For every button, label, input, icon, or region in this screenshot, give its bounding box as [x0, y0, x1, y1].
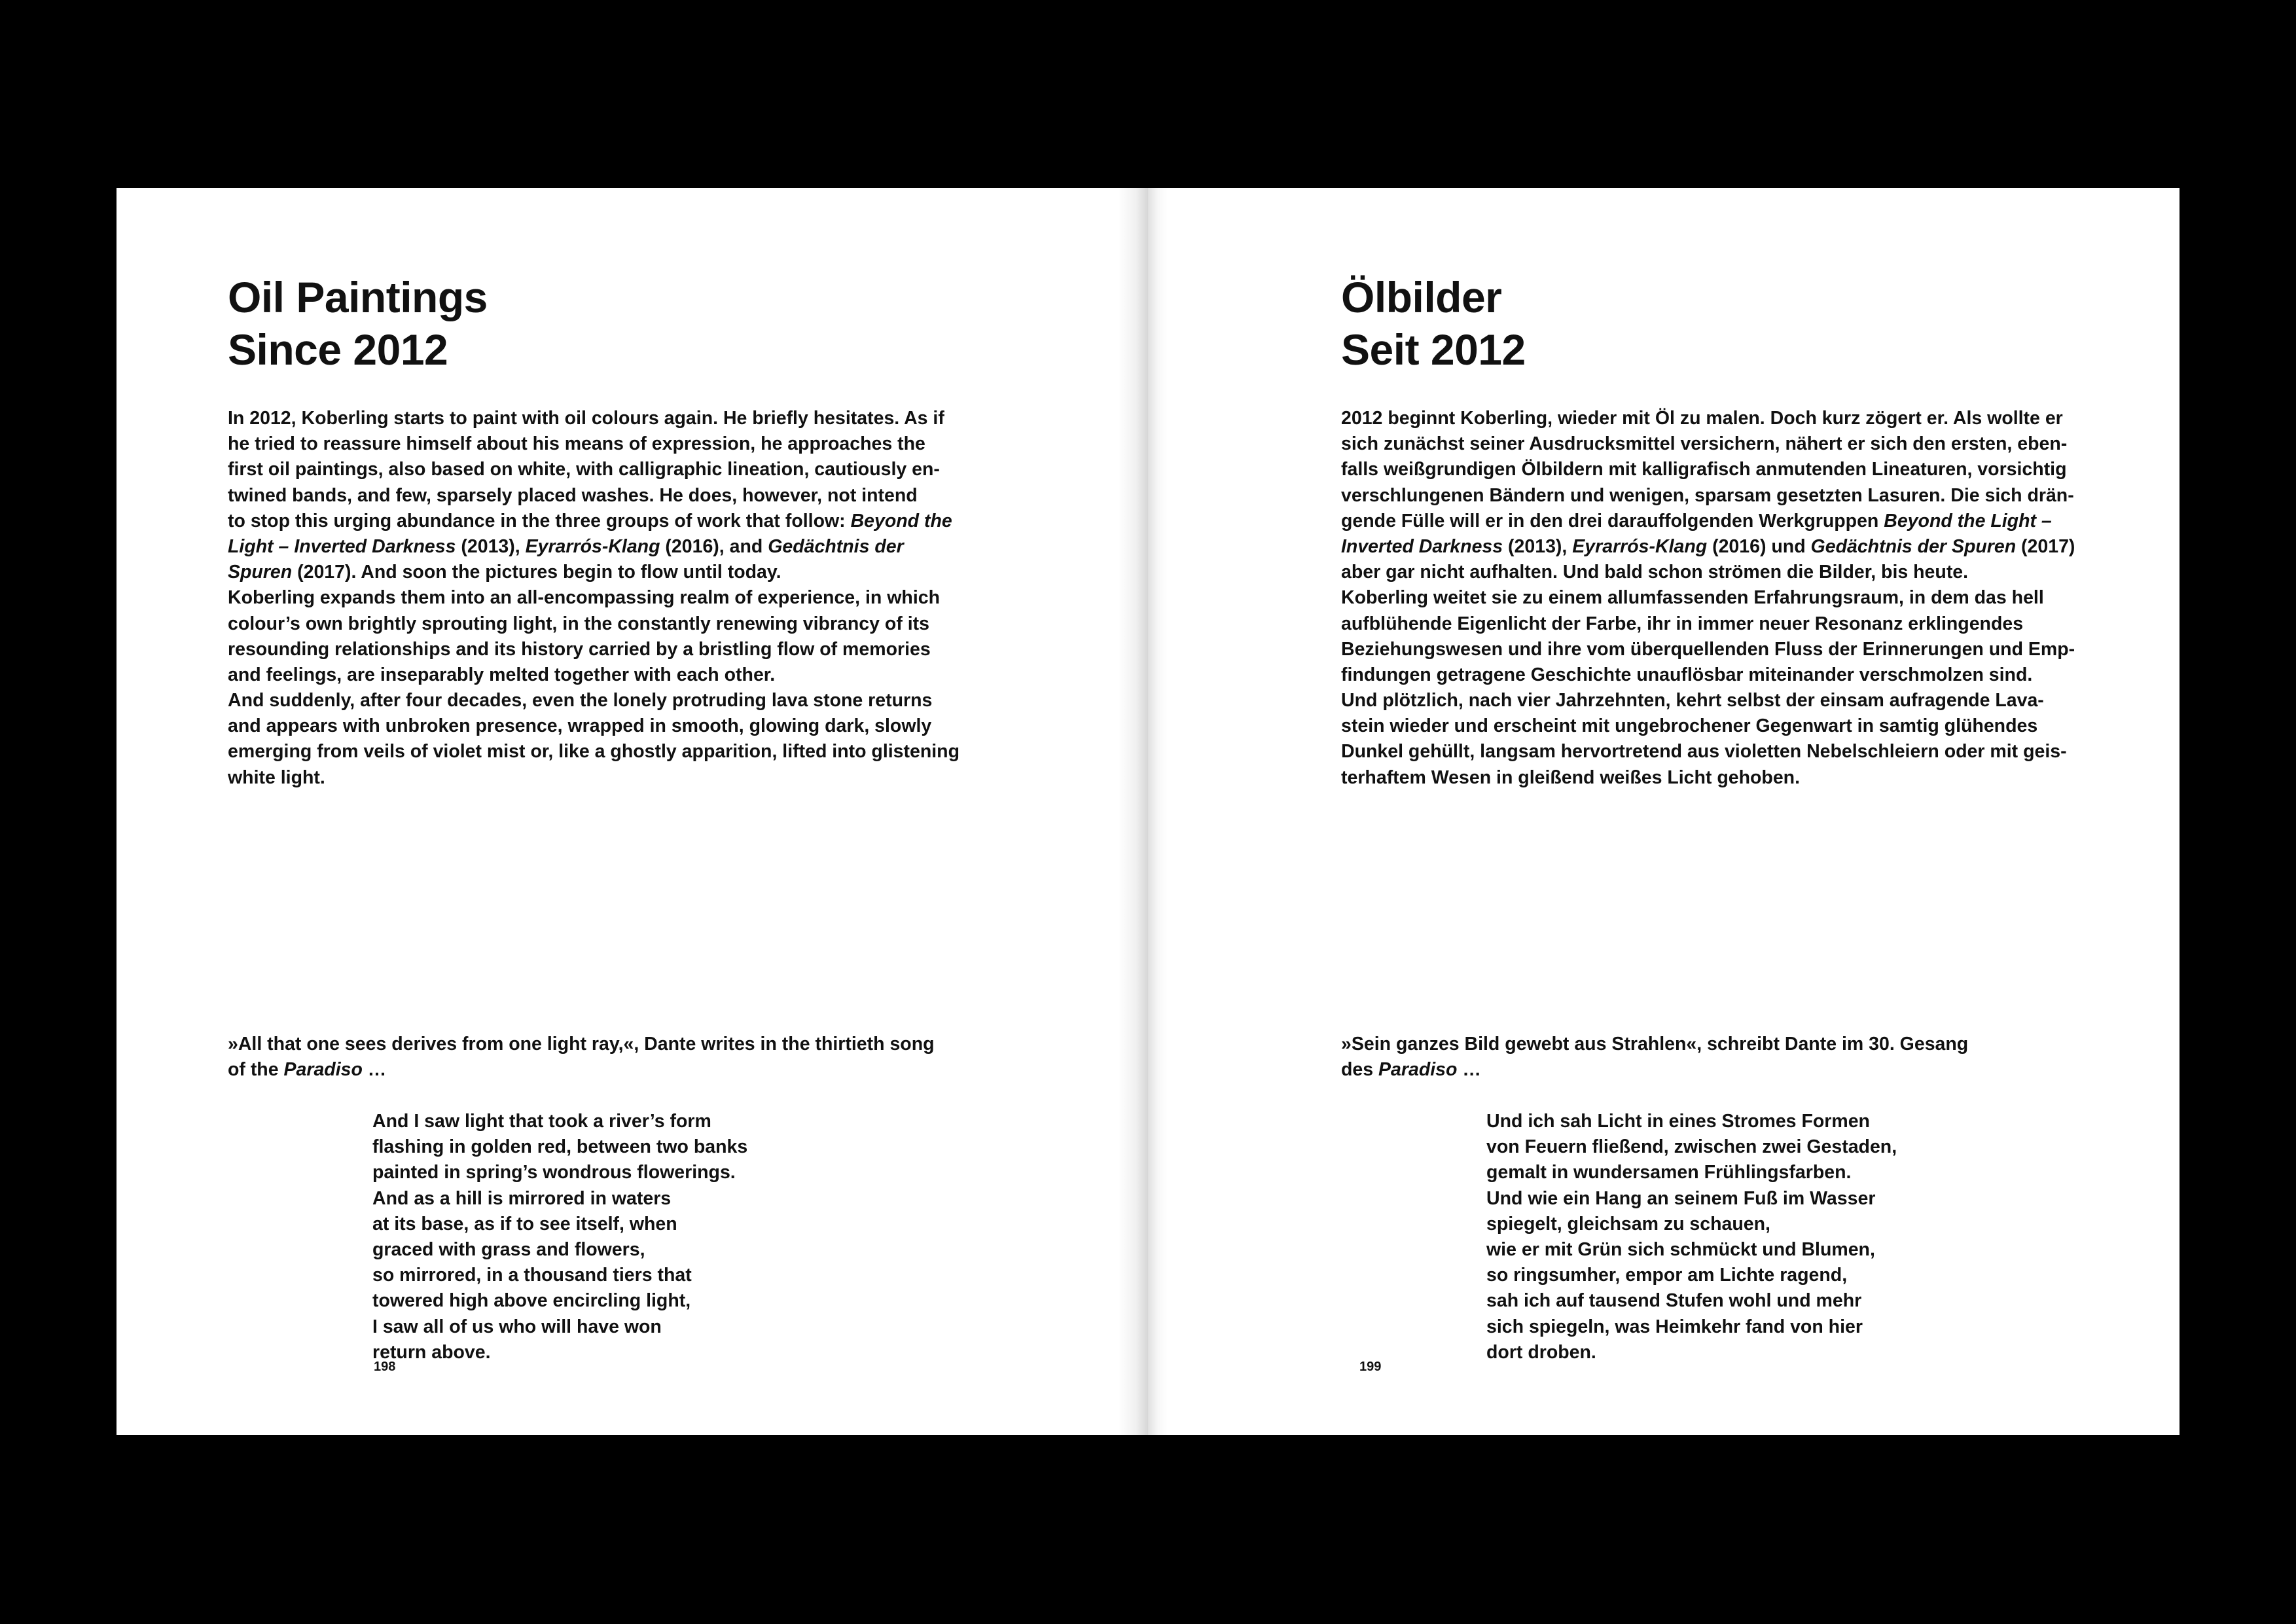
text-run: resounding relationships and its history carried by a bristling flow of memories — [228, 638, 931, 660]
text-line — [1341, 1057, 1968, 1083]
text-run: and appears with unbroken presence, wrapped in smooth, glowing dark, slowly — [228, 715, 932, 737]
title-line: Since 2012 — [228, 325, 448, 374]
title-line: Ölbilder — [1341, 273, 1502, 321]
poem-line: von Feuern fließend, zwischen zwei Gestaden, — [1486, 1136, 1897, 1158]
text-line — [228, 765, 960, 791]
text-line — [1341, 739, 2075, 765]
text-line — [1341, 406, 2075, 431]
text-line — [228, 509, 960, 534]
gutter-shadow — [1118, 188, 1148, 1435]
text-line — [228, 534, 960, 560]
gutter-shadow — [1148, 188, 1168, 1435]
poem-line: Und wie ein Hang an seinem Fuß im Wasser — [1486, 1187, 1876, 1209]
italic-title-run: Gedächtnis der Spuren — [1810, 535, 2017, 557]
page-title — [1341, 271, 1526, 376]
page-number: 198 — [374, 1360, 396, 1374]
text-run: to stop this urging abundance in the three groups of work that follow: — [228, 510, 851, 532]
right-page — [1148, 188, 2179, 1435]
text-run: … — [362, 1059, 387, 1081]
body-text — [1341, 406, 2075, 791]
text-line — [228, 662, 960, 688]
italic-title-run: Paradiso — [1378, 1059, 1458, 1081]
text-line — [1341, 560, 2075, 585]
poem-line: towered high above encircling light, — [372, 1290, 691, 1312]
text-line — [1341, 585, 2075, 611]
text-line — [1341, 509, 2075, 534]
poem — [372, 1109, 747, 1365]
text-run: (2013), — [1503, 535, 1573, 557]
text-run: gende Fülle will er in den drei darauffolgenden Werkgruppen — [1341, 510, 1884, 532]
text-line — [228, 1057, 935, 1083]
text-run: aufblühende Eigenlicht der Farbe, ihr in immer neuer Resonanz erklingendes — [1341, 613, 2024, 634]
quote-intro — [228, 1032, 935, 1083]
poem-line: so mirrored, in a thousand tiers that — [372, 1265, 692, 1286]
text-run: … — [1457, 1059, 1481, 1081]
text-run: In 2012, Koberling starts to paint with oil colours again. He briefly hesitates. As if — [228, 408, 944, 429]
text-run: And suddenly, after four decades, even the lonely protruding lava stone returns — [228, 690, 933, 712]
text-line — [1341, 611, 2075, 637]
text-line — [228, 611, 960, 637]
text-run: first oil paintings, also based on white, with calligraphic lineation, cautiously en- — [228, 459, 940, 480]
text-run: terhaftem Wesen in gleißend weißes Licht gehoben. — [1341, 767, 1801, 788]
italic-title-run: Inverted Darkness — [1341, 535, 1503, 557]
italic-title-run: Paradiso — [283, 1059, 363, 1081]
poem-line: Und ich sah Licht in eines Stromes Formen — [1486, 1111, 1870, 1132]
text-line — [1341, 431, 2075, 457]
italic-title-run: Eyrarrós-Klang — [1572, 535, 1708, 557]
text-line — [228, 406, 960, 431]
text-line — [228, 457, 960, 482]
italic-title-run: Light – Inverted Darkness — [228, 535, 456, 557]
text-line — [228, 1032, 935, 1057]
text-run: aber gar nicht aufhalten. Und bald schon strömen die Bilder, bis heute. — [1341, 562, 1969, 583]
text-line — [1341, 457, 2075, 482]
text-run: des — [1341, 1059, 1379, 1081]
text-run: (2017) — [2016, 535, 2075, 557]
text-run: »Sein ganzes Bild gewebt aus Strahlen«, schreibt Dante im 30. Gesang — [1341, 1034, 1969, 1055]
text-run: stein wieder und erscheint mit ungebrochener Gegenwart in samtig glühendes — [1341, 715, 2038, 737]
quote-intro — [1341, 1032, 1968, 1083]
italic-title-run: Gedächtnis der — [768, 535, 904, 557]
text-run: verschlungenen Bändern und wenigen, sparsam gesetzten Lasuren. Die sich drän- — [1341, 484, 2074, 506]
text-run: twined bands, and few, sparsely placed washes. He does, however, not intend — [228, 484, 918, 506]
text-line — [1341, 637, 2075, 662]
poem-line: And as a hill is mirrored in waters — [372, 1187, 672, 1209]
poem-line: at its base, as if to see itself, when — [372, 1213, 677, 1235]
text-run: »All that one sees derives from one light ray,«, Dante writes in the thirtieth song — [228, 1034, 935, 1055]
text-run: findungen getragene Geschichte unauflösbar miteinander verschmolzen sind. — [1341, 664, 2033, 685]
italic-title-run: Beyond the — [850, 510, 952, 532]
text-run: Koberling expands them into an all-encompassing realm of experience, in which — [228, 587, 940, 609]
text-line — [228, 713, 960, 739]
poem-line: return above. — [372, 1341, 491, 1363]
text-line — [1341, 534, 2075, 560]
text-run: Koberling weitet sie zu einem allumfassenden Erfahrungsraum, in dem das hell — [1341, 587, 2044, 609]
poem-line: dort droben. — [1486, 1341, 1596, 1363]
text-run: Beziehungswesen und ihre vom überquellenden Fluss der Erinnerungen und Emp- — [1341, 638, 2075, 660]
italic-title-run: Eyrarrós-Klang — [525, 535, 660, 557]
text-run: (2016), and — [660, 535, 768, 557]
text-run: Und plötzlich, nach vier Jahrzehnten, kehrt selbst der einsam aufragende Lava- — [1341, 690, 2044, 712]
text-line — [228, 431, 960, 457]
text-run: he tried to reassure himself about his means of expression, he approaches the — [228, 433, 925, 455]
text-run: of the — [228, 1059, 284, 1081]
text-line — [1341, 688, 2075, 713]
text-line — [228, 483, 960, 509]
poem-line: And I saw light that took a river’s form — [372, 1111, 711, 1132]
text-line — [1341, 662, 2075, 688]
text-line — [1341, 483, 2075, 509]
poem-line: sah ich auf tausend Stufen wohl und mehr — [1486, 1290, 1862, 1312]
title-line: Oil Paintings — [228, 273, 488, 321]
body-text — [228, 406, 960, 791]
text-line — [1341, 713, 2075, 739]
italic-title-run: Beyond the Light – — [1884, 510, 2052, 532]
text-line — [228, 688, 960, 713]
book-spread — [117, 188, 2179, 1435]
text-run: falls weißgrundigen Ölbildern mit kalligrafisch anmutenden Lineaturen, vorsichtig — [1341, 459, 2067, 480]
text-run: Dunkel gehüllt, langsam hervortretend aus violetten Nebelschleiern oder mit geis- — [1341, 741, 2067, 763]
page-title — [228, 271, 488, 376]
poem-line: wie er mit Grün sich schmückt und Blumen, — [1486, 1239, 1875, 1261]
poem — [1486, 1109, 1897, 1365]
title-line: Seit 2012 — [1341, 325, 1526, 374]
poem-line: so ringsumher, empor am Lichte ragend, — [1486, 1265, 1848, 1286]
poem-line: graced with grass and flowers, — [372, 1239, 645, 1261]
poem-line: gemalt in wundersamen Frühlingsfarben. — [1486, 1162, 1852, 1183]
left-page — [117, 188, 1148, 1435]
poem-line: painted in spring’s wondrous flowerings. — [372, 1162, 736, 1183]
text-line — [1341, 765, 2075, 791]
poem-line: spiegelt, gleichsam zu schauen, — [1486, 1213, 1770, 1235]
text-line — [228, 637, 960, 662]
text-line — [228, 739, 960, 765]
text-run: (2013), — [456, 535, 526, 557]
italic-title-run: Spuren — [228, 562, 293, 583]
text-run: colour’s own brightly sprouting light, in the constantly renewing vibrancy of its — [228, 613, 929, 634]
text-run: sich zunächst seiner Ausdrucksmittel versichern, nähert er sich den ersten, eben- — [1341, 433, 2068, 455]
text-line — [228, 560, 960, 585]
page-number: 199 — [1359, 1360, 1382, 1374]
poem-line: I saw all of us who will have won — [372, 1316, 662, 1337]
text-run: 2012 beginnt Koberling, wieder mit Öl zu malen. Doch kurz zögert er. Als wollte er — [1341, 408, 2063, 429]
text-line — [1341, 1032, 1968, 1057]
poem-line: sich spiegeln, was Heimkehr fand von hier — [1486, 1316, 1863, 1337]
text-run: white light. — [228, 767, 325, 788]
text-run: emerging from veils of violet mist or, like a ghostly apparition, lifted into glistening — [228, 741, 960, 763]
text-run: (2016) und — [1707, 535, 1811, 557]
text-run: and feelings, are inseparably melted together with each other. — [228, 664, 776, 685]
poem-line: flashing in golden red, between two banks — [372, 1136, 748, 1158]
text-line — [228, 585, 960, 611]
text-run: (2017). And soon the pictures begin to flow until today. — [292, 562, 781, 583]
